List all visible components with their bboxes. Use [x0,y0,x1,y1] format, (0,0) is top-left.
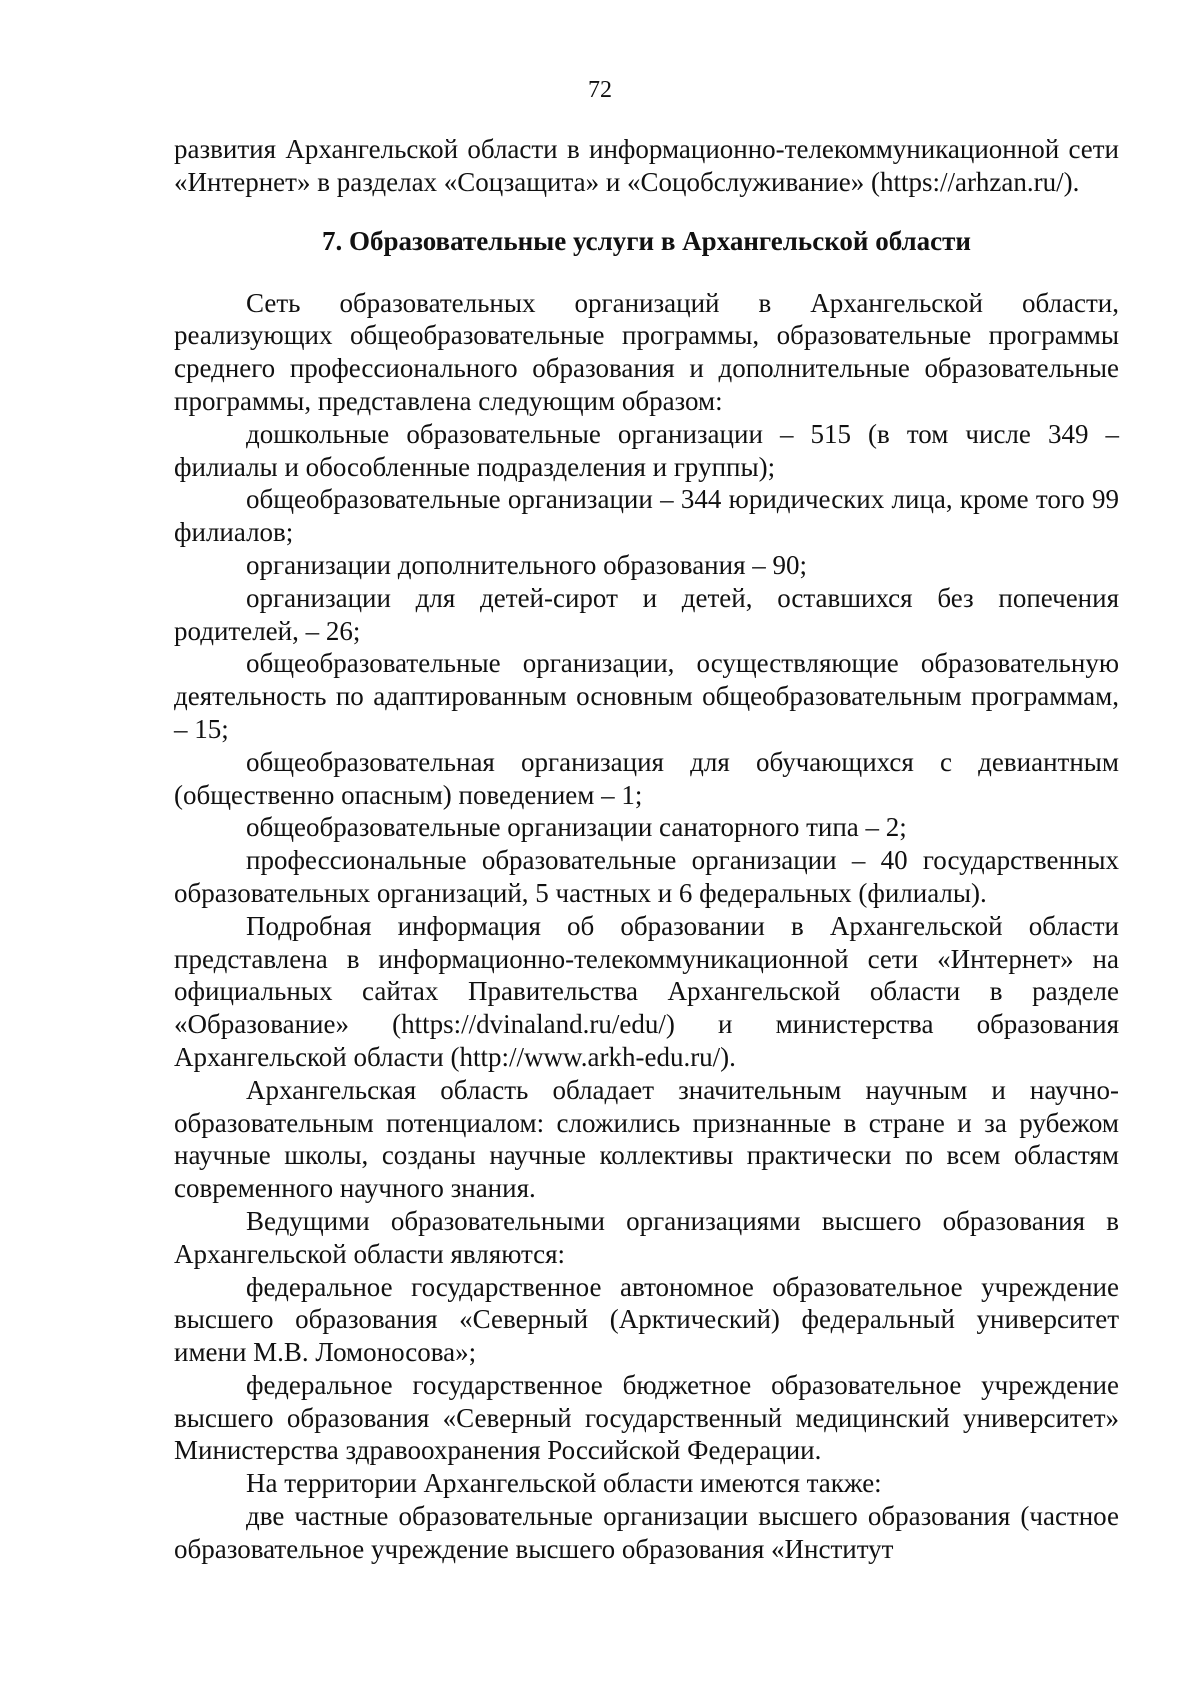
paragraph-leading-universities: Ведущими образовательными организациями высшего образования в Архангельской области являются: [174,1205,1119,1269]
paragraph-general-education: общеобразовательные организации – 344 юридических лица, кроме того 99 филиалов; [174,484,1119,548]
paragraph-preschool: дошкольные образовательные организации – 515 (в том числе 349 – филиалы и обособленные подразделения и группы); [174,418,1119,482]
page-content [174,133,1119,1566]
page-number: 72 [588,77,612,103]
paragraph-scientific-potential: Архангельская область обладает значительным научным и научно-образовательным потенциалом: сложились признанные в стране и за рубежом научные школы, созданы научные коллективы практически по всем областям современного научного знания. [174,1074,1119,1204]
paragraph-also-present: На территории Архангельской области имеются также: [246,1468,882,1499]
continuation-paragraph: развития Архангельской области в информационно-телекоммуникационной сети «Интернет» в разделах «Соцзащита» и «Соцобслуживание» (https://arhzan.ru/). [174,134,1119,197]
paragraph-professional: профессиональные образовательные организации – 40 государственных образовательных организаций, 5 частных и 6 федеральных (филиалы). [174,845,1119,908]
paragraph-additional-education: организации дополнительного образования – 90; [246,549,808,580]
paragraph-deviant-behavior: общеобразовательная организация для обучающихся с девиантным (общественно опасным) поведением – 1; [174,746,1119,810]
paragraph-safu: федеральное государственное автономное образовательное учреждение высшего образования «Северный (Арктический) федеральный университет имени М.В. Ломоносова»; [174,1271,1119,1368]
paragraph-detailed-info: Подробная информация об образовании в Архангельской области представлена в информационно-телекоммуникационной сети «Интернет» на официальных сайтах Правительства Архангельской области в разделе «Образование» (https://dvinaland.ru/edu/) и министерства образования Архангельской области (http://www.arkh-edu.ru/). [174,910,1119,1072]
paragraph-nsmu: федеральное государственное бюджетное образовательное учреждение высшего образования «Северный государственный медицинский университет» Министерства здравоохранения Российской Федерации. [174,1369,1119,1466]
paragraph-adapted-programs: общеобразовательные организации, осуществляющие образовательную деятельность по адаптированным основным общеобразовательным программам, – 15; [174,648,1119,744]
paragraph-sanatorium: общеобразовательные организации санаторного типа – 2; [246,812,907,843]
section-heading: 7. Образовательные услуги в Архангельской области [322,225,971,256]
paragraph-orphans: организации для детей-сирот и детей, оставшихся без попечения родителей, – 26; [174,582,1119,646]
paragraph-private-universities: две частные образовательные организации высшего образования (частное образовательное учреждение высшего образования «Институт [174,1501,1119,1564]
paragraph-network-intro: Сеть образовательных организаций в Архангельской области, реализующих общеобразовательные программы, образовательные программы среднего профессионального образования и дополнительные образовательные программы, представлена следующим образом: [174,287,1119,416]
